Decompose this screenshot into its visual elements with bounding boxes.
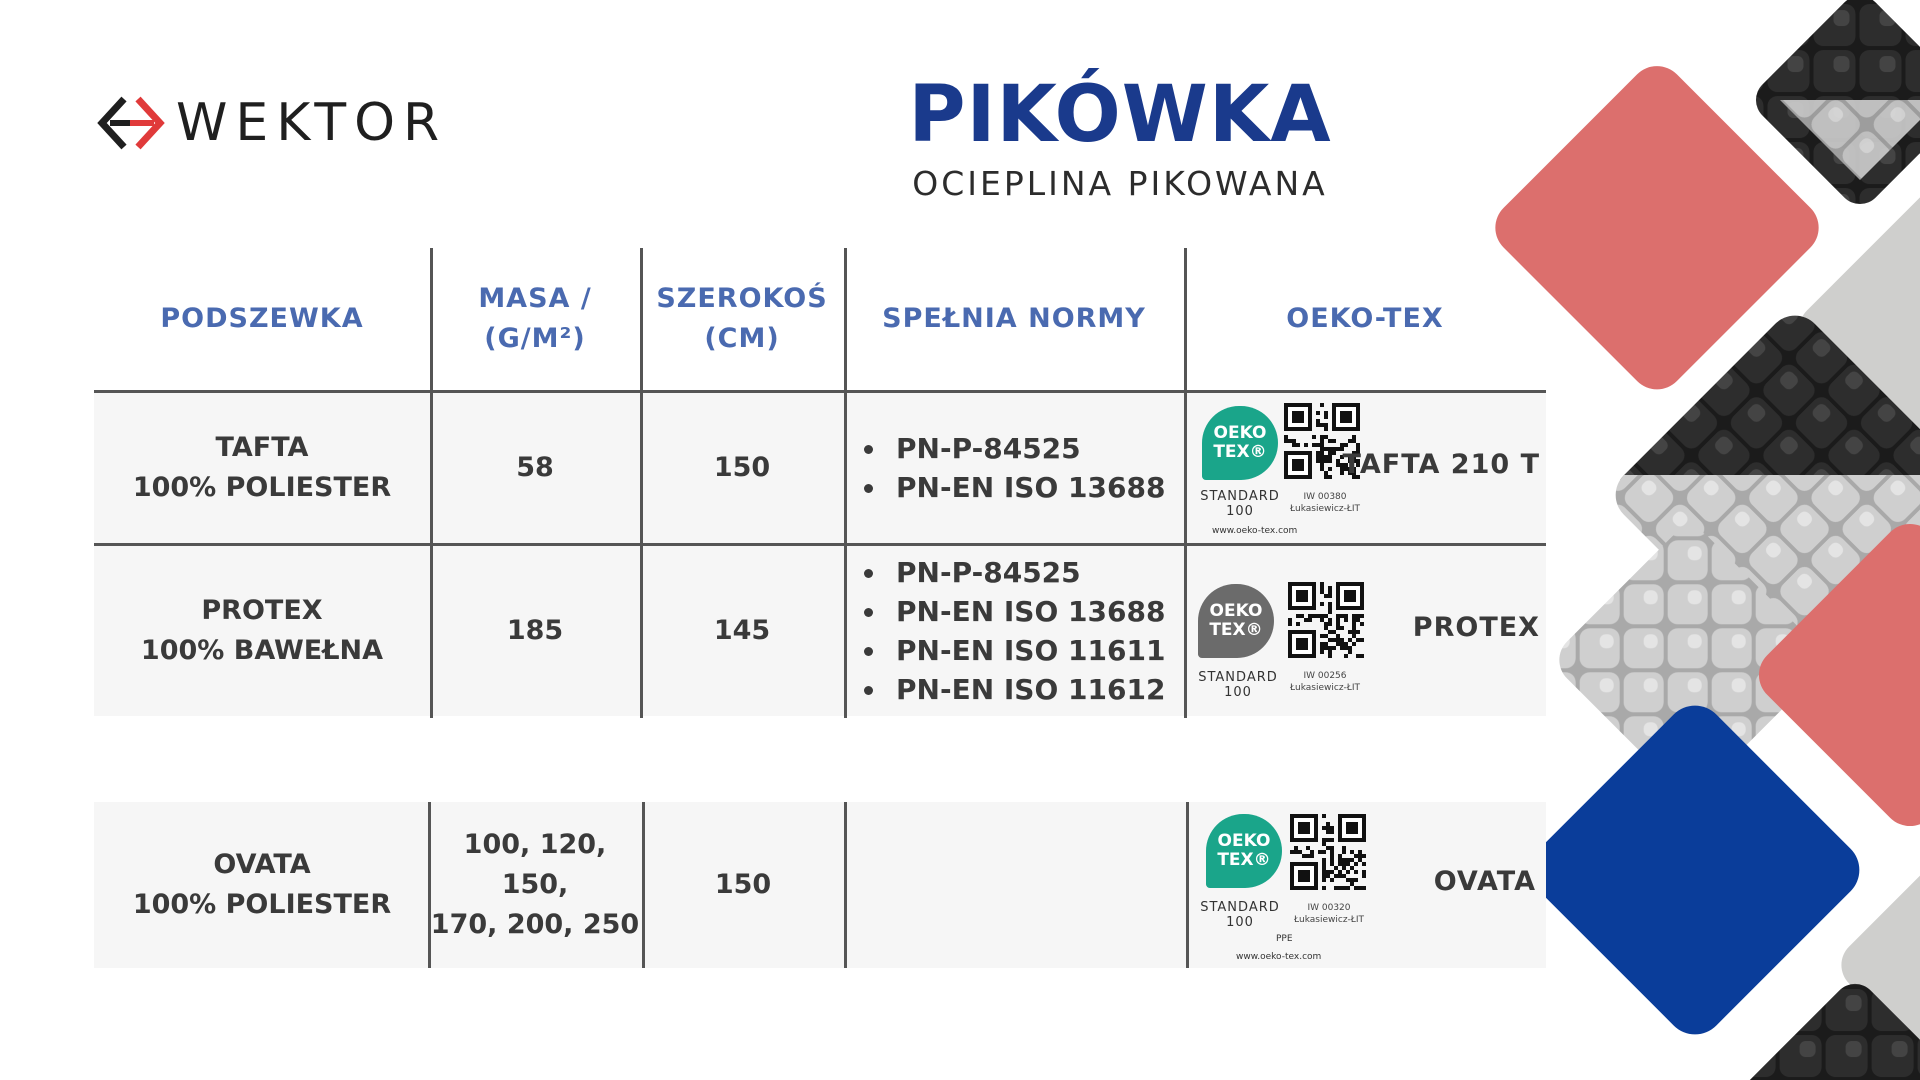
oeko-tex-badge-icon <box>1202 406 1278 480</box>
header-masa-line2: (G/M²) <box>484 323 586 354</box>
oeko-url: www.oeko-tex.com <box>1212 526 1298 536</box>
divider <box>844 802 847 968</box>
header-szer-line1: SZEROKOŚ <box>656 283 828 314</box>
header-normy: SPEŁNIA NORMY <box>882 303 1146 334</box>
cell-normy <box>844 802 1184 968</box>
norm-item: • PN-EN ISO 11611 <box>888 631 1165 670</box>
header-masa-line1: MASA / <box>478 283 592 314</box>
cell-podszewka <box>94 802 430 968</box>
norm-item: • PN-P-84525 <box>888 429 1165 468</box>
oeko-cert: IW 00320 Łukasiewicz-ŁIT <box>1293 903 1365 925</box>
podszewka-name: OVATA <box>213 849 311 880</box>
divider <box>430 248 433 718</box>
cell-oeko-tex <box>1184 393 1546 543</box>
cell-masa: 58 <box>516 452 554 483</box>
wektor-logo <box>96 95 447 151</box>
oeko-cert: IW 00256 Łukasiewicz-ŁIT <box>1289 671 1361 693</box>
podszewka-name: TAFTA <box>215 432 309 463</box>
podszewka-material: 100% POLIESTER <box>132 889 392 920</box>
oeko-label: OVATA <box>1433 866 1536 897</box>
norm-item: • PN-EN ISO 13688 <box>888 592 1165 631</box>
norm-item: • PN-P-84525 <box>888 553 1165 592</box>
masa-line: 100, 120, 150, <box>463 829 607 900</box>
oeko-tex-badge-icon <box>1198 584 1274 658</box>
cell-szerokosc: 150 <box>713 452 771 483</box>
page-title: PIKÓWKA <box>908 70 1332 160</box>
header-oeko-tex: OEKO-TEX <box>1286 303 1444 334</box>
cell-podszewka <box>94 546 430 716</box>
page-subtitle: OCIEPLINA PIKOWANA <box>912 164 1328 203</box>
title-block <box>760 70 1480 203</box>
header-szerokosc <box>640 248 844 390</box>
divider <box>1184 248 1187 718</box>
cell-podszewka <box>94 393 430 543</box>
divider <box>844 248 847 718</box>
oeko-standard: STANDARD 100 <box>1200 900 1280 930</box>
table-row <box>94 393 1546 543</box>
divider <box>94 543 1546 546</box>
oeko-standard: STANDARD 100 <box>1198 670 1278 700</box>
cell-masa <box>428 802 642 968</box>
cell-szerokosc: 145 <box>713 615 771 646</box>
badge-top: OEKO <box>1213 423 1267 443</box>
norm-item: • PN-EN ISO 11612 <box>888 670 1165 709</box>
cell-oeko-tex <box>1184 546 1546 716</box>
badge-bottom: TEX® <box>1213 442 1267 462</box>
oeko-cert: IW 00380 Łukasiewicz-ŁIT <box>1289 492 1361 514</box>
oeko-tex-badge-icon <box>1206 814 1282 888</box>
cell-masa: 185 <box>506 615 564 646</box>
podszewka-name: PROTEX <box>201 595 323 626</box>
badge-top: OEKO <box>1217 831 1271 851</box>
qr-code-icon <box>1288 582 1364 658</box>
cell-normy <box>844 393 1184 543</box>
masa-line: 170, 200, 250 <box>430 909 640 940</box>
table-row <box>94 802 1546 968</box>
oeko-standard: STANDARD 100 <box>1200 489 1280 519</box>
header-podszewka: PODSZEWKA <box>160 303 364 334</box>
divider <box>94 390 1546 393</box>
table-row <box>94 546 1546 716</box>
badge-top: OEKO <box>1209 601 1263 621</box>
oeko-label: PROTEX <box>1412 612 1540 643</box>
badge-bottom: TEX® <box>1217 850 1271 870</box>
podszewka-material: 100% BAWEŁNA <box>140 635 384 666</box>
table-header <box>94 248 1546 390</box>
cell-normy <box>844 546 1184 716</box>
header-szer-line2: (CM) <box>704 323 780 354</box>
divider <box>642 802 645 968</box>
header-masa <box>430 248 640 390</box>
divider <box>428 802 431 968</box>
brand-name: WEKTOR <box>176 93 448 153</box>
qr-code-icon <box>1290 814 1366 890</box>
cell-oeko-tex <box>1188 802 1546 968</box>
oeko-url: www.oeko-tex.com <box>1236 952 1322 962</box>
badge-bottom: TEX® <box>1209 620 1263 640</box>
oeko-ppe: PPE <box>1276 934 1293 944</box>
oeko-label: TAFTA 210 T <box>1342 449 1540 480</box>
divider <box>640 248 643 718</box>
norm-item: • PN-EN ISO 13688 <box>888 468 1165 507</box>
divider <box>1186 802 1189 968</box>
cell-szerokosc: 150 <box>714 869 772 900</box>
wektor-logo-icon <box>96 95 166 151</box>
podszewka-material: 100% POLIESTER <box>132 472 392 503</box>
